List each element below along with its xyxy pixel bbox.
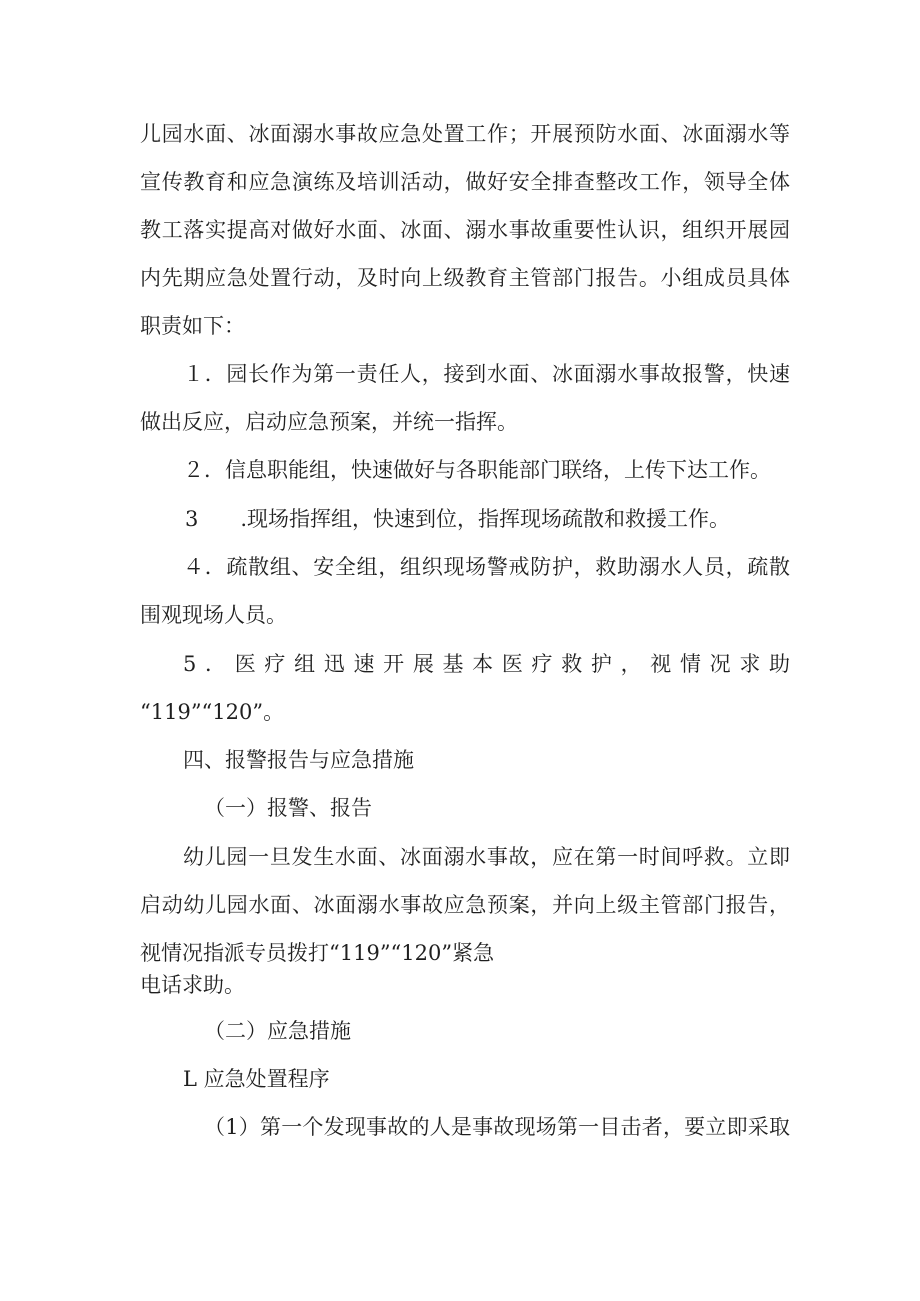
paragraph-line: 职责如下： — [140, 314, 245, 338]
list-item-line: ２．信息职能组，快速做好与各职能部门联络，上传下达工作。 — [183, 458, 771, 482]
list-item-line: “119”“120”。 — [140, 700, 285, 724]
paragraph-line: （1）第一个发现事故的人是事故现场第一目击者，要立即采取 — [204, 1115, 790, 1139]
paragraph-line: 教工落实提高对做好水面、冰面、溺水事故重要性认识，组织开展园 — [140, 218, 790, 242]
list-item-line: 做出反应，启动应急预案，并统一指挥。 — [140, 410, 518, 434]
subsection-heading: L 应急处置程序 — [183, 1067, 330, 1091]
list-item-line: ４．疏散组、安全组，组织现场警戒防护，救助溺水人员，疏散 — [183, 555, 790, 579]
section-heading: 四、报警报告与应急措施 — [183, 748, 414, 772]
subsection-heading: （二）应急措施 — [204, 1019, 351, 1043]
subsection-heading: （一）报警、报告 — [204, 796, 372, 820]
list-item-line: １．园长作为第一责任人，接到水面、冰面溺水事故报警，快速 — [183, 362, 790, 386]
paragraph-line: 电话求助。 — [140, 973, 245, 997]
list-item-line: 5．医疗组迅速开展基本医疗救护，视情况求助 — [183, 652, 790, 676]
paragraph-line: 幼儿园一旦发生水面、冰面溺水事故，应在第一时间呼救。立即 — [183, 845, 790, 869]
paragraph-line: 视情况指派专员拨打“119”“120”紧急 — [140, 941, 495, 965]
paragraph-line: 内先期应急处置行动，及时向上级教育主管部门报告。小组成员具体 — [140, 266, 790, 290]
list-item-line: 围观现场人员。 — [140, 603, 287, 627]
paragraph-line: 宣传教育和应急演练及培训活动，做好安全排查整改工作，领导全体 — [140, 170, 790, 194]
paragraph-line: 启动幼儿园水面、冰面溺水事故应急预案，并向上级主管部门报告， — [140, 893, 790, 917]
list-item-line: 3 .现场指挥组，快速到位，指挥现场疏散和救援工作。 — [185, 507, 731, 531]
paragraph-line: 儿园水面、冰面溺水事故应急处置工作；开展预防水面、冰面溺水等 — [140, 122, 790, 146]
